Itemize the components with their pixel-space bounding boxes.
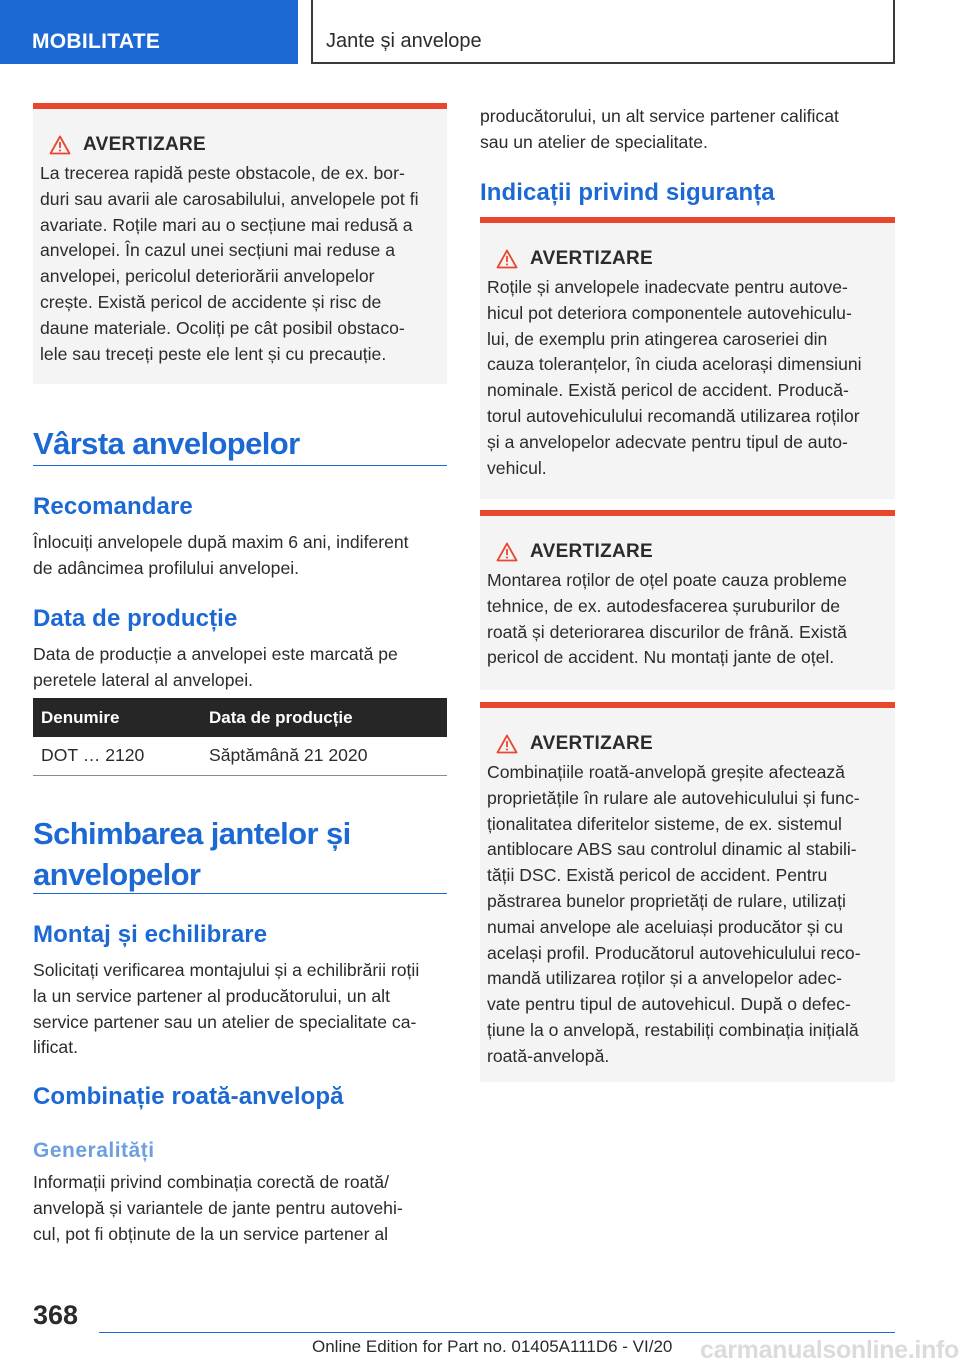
warning-label: AVERTIZARE [530, 733, 653, 754]
table-row [33, 737, 447, 775]
production-date-text: Data de producție a anvelopei este marcată pe peretele lateral al anvelopei. [33, 644, 398, 690]
warning-header [488, 540, 653, 564]
section-tab [0, 0, 298, 64]
warning-triangle-icon [496, 542, 518, 562]
watermark: carmanualsonline.info [700, 1336, 960, 1362]
heading-production-date: Data de producție [33, 605, 238, 632]
table-header-cell: Denumire [33, 698, 201, 737]
heading-tire-age: Vârsta anvelopelor [33, 426, 300, 461]
mounting-text: Solicitați verificarea montajului și a echilibrării roții la un service partener al producătorului, un alt service partener sau un atelier de specialitate ca- lificat. [33, 960, 420, 1058]
heading-wheel-tire-combo: Combinație roată-anvelopă [33, 1083, 344, 1110]
general-text: Informații privind combinația corectă de roată/ anvelopă și variantele de jante pentru autovehi- cul, pot fi obținute de la un service partener al [33, 1172, 403, 1244]
heading-safety: Indicații privind siguranța [480, 179, 775, 206]
warning-label: AVERTIZARE [83, 134, 206, 155]
recommendation-text: Înlocuiți anvelopele după maxim 6 ani, indiferent de adâncimea profilului anvelopei. [33, 532, 409, 578]
table-header-cell: Data de producție [201, 698, 447, 737]
footer-rule [99, 1332, 895, 1333]
table-cell: DOT … 2120 [33, 737, 201, 775]
warning-triangle-icon [496, 249, 518, 269]
chapter-title: Jante și anvelope [326, 30, 482, 52]
warning-text: Combinațiile roată-anvelopă greșite afectează proprietățile în rulare ale autovehiculului și func- ționalitatea diferitelor sisteme, de ex. sistemul antiblocare ABS sau controlul dinamic al stabili- tății DSC. Există pericol de accident. Pentru păstrarea bunelor proprietăți de rulare, utilizați numai anvelope ale aceluiași producător și cu același profil. Producătorul autovehiculului reco- mandă utilizarea roților și a anvelopelor adec- vate pentru tipul de autovehicul. După o defec- țiune la o anvelopă, restabiliți combinația inițială roată-anvelopă. [487, 762, 861, 1066]
warning-box-wrong-combinations [480, 702, 895, 1082]
warning-label: AVERTIZARE [530, 541, 653, 562]
page-number: 368 [33, 1300, 79, 1330]
heading-rule [33, 893, 447, 894]
heading-mounting: Montaj și echilibrare [33, 921, 268, 948]
section-title: MOBILITATE [32, 30, 161, 53]
warning-triangle-icon [496, 734, 518, 754]
warning-triangle-icon [49, 135, 71, 155]
warning-text: La trecerea rapidă peste obstacole, de ex. bor- duri sau avarii ale carosabilului, anvelopele pot fi avariate. Roțile mari au o secțiune mai redusă a anvelopei. În cazul unei secțiuni mai reduse a anvelopei, pericolul deteriorării anvelopelor crește. Există pericol de accidente și risc de daune materiale. Ocoliți pe cât posibil obstaco- lele sau treceți peste ele lent și cu precauție. [40, 163, 419, 364]
table-cell: Săptămână 21 2020 [201, 737, 447, 775]
heading-change-wheels: Schimbarea jantelor și anvelopelor [33, 816, 351, 892]
warning-header [41, 133, 206, 157]
edition-text: Online Edition for Part no. 01405A111D6 - VI/20 [312, 1337, 673, 1356]
warning-text: Roțile și anvelopele inadecvate pentru autove- hicul pot deteriora componentele autovehiculu- lui, de exemplu prin atingerea caroseriei din cauza toleranțelor, în ciuda acelorași dimensiuni nominale. Există pericol de accident. Producă- torul autovehiculului recomandă utilizarea roților și a anvelopelor adecvate pentru tipul de auto- vehicul. [487, 277, 862, 478]
warning-header [488, 247, 653, 271]
table-header-row [33, 698, 447, 737]
warning-box-obstacles [33, 103, 447, 384]
heading-recommendation: Recomandare [33, 493, 193, 520]
warning-text: Montarea roților de oțel poate cauza probleme tehnice, de ex. autodesfacerea șuruburilor de roată și deteriorarea discurilor de frână. Există pericol de accident. Nu montați jante de oțel. [487, 570, 847, 668]
production-date-table [33, 698, 447, 776]
heading-general: Generalități [33, 1139, 155, 1162]
warning-box-steel-wheels [480, 510, 895, 690]
warning-label: AVERTIZARE [530, 248, 653, 269]
chapter-tab [311, 0, 895, 64]
continued-text: producătorului, un alt service partener calificat sau un atelier de specialitate. [480, 106, 839, 152]
warning-header [488, 732, 653, 756]
heading-rule [33, 465, 447, 466]
warning-box-inadequate-wheels [480, 217, 895, 499]
